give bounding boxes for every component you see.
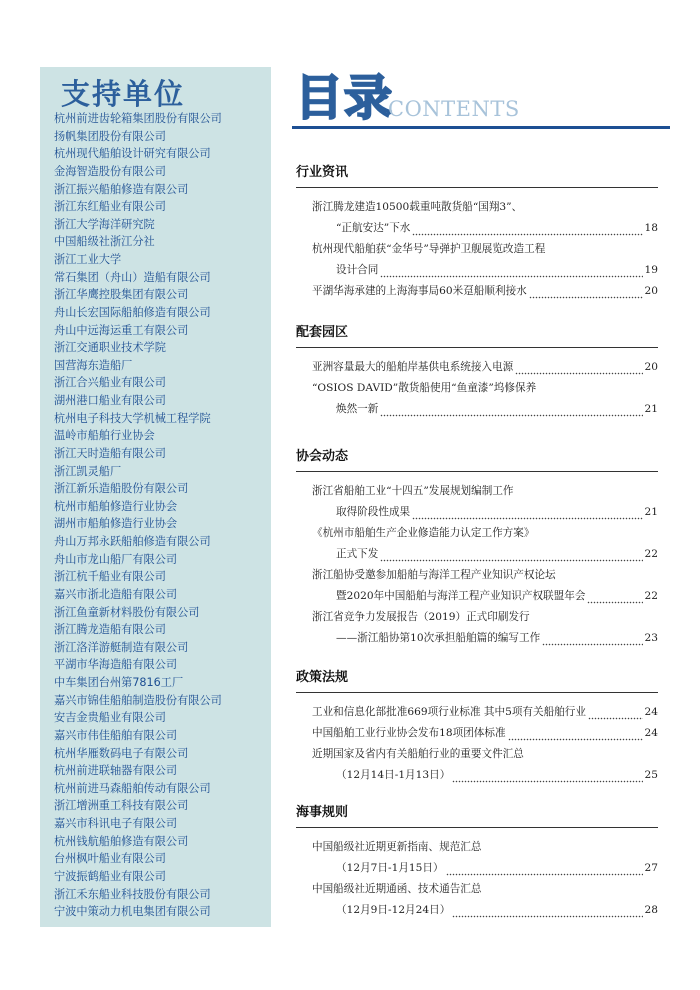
toc-entry-line[interactable] <box>296 260 658 281</box>
supporting-units-list <box>54 110 269 921</box>
toc-page-number: 25 <box>644 769 658 781</box>
toc-section-title: 协会动态 <box>296 449 349 464</box>
toc-section-association-news <box>296 446 658 649</box>
supporting-unit-item: 浙江合兴船业有限公司 <box>54 376 166 390</box>
supporting-unit-item: 安吉金贵船业有限公司 <box>54 711 166 725</box>
toc-entry-text: 中国船舶工业行业协会发布18项团体标准 <box>312 727 506 739</box>
supporting-unit-item: 杭州现代船舶设计研究有限公司 <box>54 147 211 161</box>
toc-entry-line[interactable] <box>296 858 658 879</box>
supporting-unit-item: 杭州前进联轴器有限公司 <box>54 764 178 778</box>
supporting-unit-item: 嘉兴市锦佳船舶制造股份有限公司 <box>54 693 222 707</box>
toc-entry-line[interactable] <box>296 544 658 565</box>
supporting-unit-item: 湖州市船舶修造行业协会 <box>54 517 178 531</box>
supporting-unit-item: 杭州电子科技大学机械工程学院 <box>54 411 211 425</box>
toc-page-number: 24 <box>644 727 658 739</box>
supporting-unit-item: 浙江新乐造船股份有限公司 <box>54 482 189 496</box>
supporting-unit-item: 舟山市龙山船厂有限公司 <box>54 552 178 566</box>
toc-section-title: 配套园区 <box>296 325 349 340</box>
supporting-unit-item: 嘉兴市伟佳船舶有限公司 <box>54 728 178 742</box>
toc-entry-text: 亚洲容量最大的船舶岸基供电系统接入电源 <box>312 361 514 373</box>
supporting-unit-item: 金海智造股份有限公司 <box>54 164 166 178</box>
toc-entry-text: “正航安达”下水 <box>336 222 411 234</box>
toc-section-title: 海事规则 <box>296 805 349 820</box>
toc-entry-text: 平湖华海承建的上海海事局60米趸船顺利接水 <box>312 285 527 297</box>
toc-entry-text: 杭州现代船舶获“金华号”导弹护卫舰展览改造工程 <box>312 243 546 255</box>
toc-entry-line[interactable] <box>296 586 658 607</box>
toc-entry-text: 工业和信息化部批准669项行业标准 其中5项有关船舶行业 <box>312 706 586 718</box>
toc-entry-line[interactable] <box>296 197 658 218</box>
toc-dot-leader <box>380 399 642 420</box>
supporting-unit-item: 浙江华鹰控股集团有限公司 <box>54 288 189 302</box>
toc-section-rule <box>296 187 658 188</box>
toc-page-number: 28 <box>644 904 658 916</box>
supporting-unit-item: 杭州华雁数码电子有限公司 <box>54 746 189 760</box>
toc-dot-leader <box>515 357 642 378</box>
supporting-unit-item: 浙江天时造船有限公司 <box>54 446 166 460</box>
toc-entry-text: （12月7日-1月15日） <box>336 862 444 874</box>
supporting-unit-item: 舟山中远海运重工有限公司 <box>54 323 189 337</box>
toc-page-number: 24 <box>644 706 658 718</box>
toc-page-number: 21 <box>644 506 658 518</box>
toc-entry-line[interactable] <box>296 879 658 900</box>
toc-section-title: 政策法规 <box>296 670 349 685</box>
toc-dot-leader <box>587 586 642 607</box>
toc-page-number: 27 <box>644 862 658 874</box>
toc-entry-line[interactable] <box>296 744 658 765</box>
supporting-unit-item: 浙江增洲重工科技有限公司 <box>54 799 189 813</box>
toc-entry-text: 《杭州市船舶生产企业修造能力认定工作方案》 <box>312 527 535 539</box>
toc-dot-leader <box>446 858 643 879</box>
supporting-units-panel <box>40 67 271 927</box>
supporting-unit-item: 杭州市船舶修造行业协会 <box>54 499 178 513</box>
supporting-unit-item: 浙江大学海洋研究院 <box>54 217 155 231</box>
toc-header <box>292 70 672 130</box>
toc-entry-text: 浙江省船舶工业“十四五”发展规划编制工作 <box>312 485 514 497</box>
toc-entry-line[interactable] <box>296 481 658 502</box>
supporting-unit-item: 浙江腾龙造船有限公司 <box>54 623 166 637</box>
toc-entry-text: “OSIOS DAVID”散货船使用“鱼童漆”坞修保养 <box>312 382 537 394</box>
toc-section-maritime-rules <box>296 802 658 921</box>
toc-section-rule <box>296 827 658 828</box>
supporting-unit-item: 舟山万邦永跃船舶修造有限公司 <box>54 535 211 548</box>
toc-entry-text: 近期国家及省内有关船舶行业的重要文件汇总 <box>312 748 524 760</box>
supporting-unit-item: 浙江东红船业有限公司 <box>54 200 166 214</box>
toc-section-industry-news <box>296 162 658 302</box>
toc-page-number: 23 <box>644 632 658 644</box>
toc-dot-leader <box>412 218 642 239</box>
supporting-unit-item: 中车集团台州第7816工厂 <box>54 676 184 689</box>
toc-entry-text: 焕然一新 <box>336 403 379 415</box>
supporting-unit-item: 浙江振兴船舶修造有限公司 <box>54 182 189 196</box>
supporting-unit-item: 杭州前进齿轮箱集团股份有限公司 <box>54 112 222 125</box>
toc-page-number: 22 <box>644 548 658 560</box>
supporting-unit-item: 杭州钱航船舶修造有限公司 <box>54 834 189 848</box>
toc-section-rule <box>296 347 658 348</box>
supporting-unit-item: 浙江鱼童新材料股份有限公司 <box>54 605 200 619</box>
toc-entry-line[interactable] <box>296 628 658 649</box>
toc-page-number: 20 <box>644 361 658 373</box>
toc-dot-leader <box>452 900 642 921</box>
toc-entry-line[interactable] <box>296 399 658 420</box>
toc-entry-line[interactable] <box>296 837 658 858</box>
toc-entry-line[interactable] <box>296 239 658 260</box>
toc-entry-line[interactable] <box>296 218 658 239</box>
toc-title: 目录 <box>295 70 394 126</box>
toc-entry-line[interactable] <box>296 565 658 586</box>
toc-subtitle: CONTENTS <box>388 97 520 121</box>
supporting-unit-item: 中国船级社浙江分社 <box>54 235 155 249</box>
supporting-unit-item: 浙江交通职业技术学院 <box>54 341 166 355</box>
toc-entry-text: 取得阶段性成果 <box>336 506 411 518</box>
supporting-unit-item: 浙江工业大学 <box>54 253 122 266</box>
toc-page-number: 18 <box>644 222 658 234</box>
toc-entry-line[interactable] <box>296 607 658 628</box>
toc-section-supporting-parks <box>296 322 658 420</box>
supporting-unit-item: 浙江凯灵船厂 <box>54 464 122 478</box>
toc-entry-line[interactable] <box>296 523 658 544</box>
toc-page-number: 20 <box>644 285 658 297</box>
supporting-unit-item: 常石集团（舟山）造船有限公司 <box>54 270 211 284</box>
supporting-unit-item: 宁波振鹤船业有限公司 <box>54 869 166 883</box>
toc-section-title: 行业资讯 <box>296 165 349 180</box>
supporting-unit-item: 平湖市华海造船有限公司 <box>54 658 178 672</box>
supporting-unit-item: 台州枫叶船业有限公司 <box>54 852 166 866</box>
supporting-unit-item: 宁波中策动力机电集团有限公司 <box>54 905 211 919</box>
toc-entry-line[interactable] <box>296 765 658 786</box>
toc-dot-leader <box>508 723 643 744</box>
toc-dot-leader <box>452 765 642 786</box>
toc-page-number: 22 <box>644 590 658 602</box>
toc-page-number: 19 <box>644 264 658 276</box>
supporting-unit-item: 浙江洛洋游艇制造有限公司 <box>54 640 189 654</box>
toc-dot-leader <box>529 281 643 302</box>
toc-entry-text: 浙江腾龙建造10500载重吨散货船“国翔3”、 <box>312 201 523 213</box>
supporting-unit-item: 湖州港口船业有限公司 <box>54 394 166 407</box>
toc-entry-text: 正式下发 <box>336 548 379 560</box>
toc-section-policies-regulations <box>296 667 658 786</box>
toc-entry-line[interactable] <box>296 281 658 302</box>
supporting-unit-item: 浙江禾东船业科技股份有限公司 <box>54 887 211 901</box>
toc-entry-line[interactable] <box>296 723 658 744</box>
supporting-unit-item: 舟山长宏国际船舶修造有限公司 <box>54 305 211 319</box>
toc-entry-line[interactable] <box>296 502 658 523</box>
toc-dot-leader <box>412 502 642 523</box>
supporting-unit-item: 杭州前进马森船舶传动有限公司 <box>54 781 211 795</box>
supporting-unit-item: 嘉兴市浙北造船有限公司 <box>54 587 178 601</box>
toc-dot-leader <box>542 628 642 649</box>
toc-dot-leader <box>380 544 642 565</box>
supporting-unit-item: 浙江杭千船业有限公司 <box>54 570 166 584</box>
toc-entry-line[interactable] <box>296 702 658 723</box>
toc-entry-text: （12月14日-1月13日） <box>336 769 451 781</box>
toc-header-rule <box>292 126 670 129</box>
toc-page-number: 21 <box>644 403 658 415</box>
toc-entry-text: （12月9日-12月24日） <box>336 904 451 916</box>
supporting-unit-item: 扬帆集团股份有限公司 <box>54 129 166 143</box>
toc-section-rule <box>296 471 658 472</box>
toc-dot-leader <box>588 702 643 723</box>
toc-entry-text: 浙江船协受邀参加船舶与海洋工程产业知识产权论坛 <box>312 569 556 581</box>
toc-dot-leader <box>380 260 642 281</box>
toc-entry-line[interactable] <box>296 378 658 399</box>
toc-entry-text: 浙江省竞争力发展报告（2019）正式印刷发行 <box>312 611 530 623</box>
toc-entry-text: 设计合同 <box>336 264 379 276</box>
toc-entry-line[interactable] <box>296 900 658 921</box>
supporting-unit-item: 嘉兴市科讯电子有限公司 <box>54 817 178 830</box>
toc-entry-text: 中国船级社近期通函、技术通告汇总 <box>312 883 482 895</box>
toc-entry-text: 暨2020年中国船舶与海洋工程产业知识产权联盟年会 <box>336 590 586 602</box>
toc-section-rule <box>296 692 658 693</box>
supporting-units-title: 支持单位 <box>61 77 186 111</box>
supporting-unit-item: 国营海东造船厂 <box>54 358 133 372</box>
toc-entry-line[interactable] <box>296 357 658 378</box>
toc-entry-text: ——浙江船协第10次承担船舶篇的编写工作 <box>336 632 541 644</box>
supporting-unit-item: 温岭市船舶行业协会 <box>54 429 155 443</box>
toc-entry-text: 中国船级社近期更新指南、规范汇总 <box>312 841 482 853</box>
